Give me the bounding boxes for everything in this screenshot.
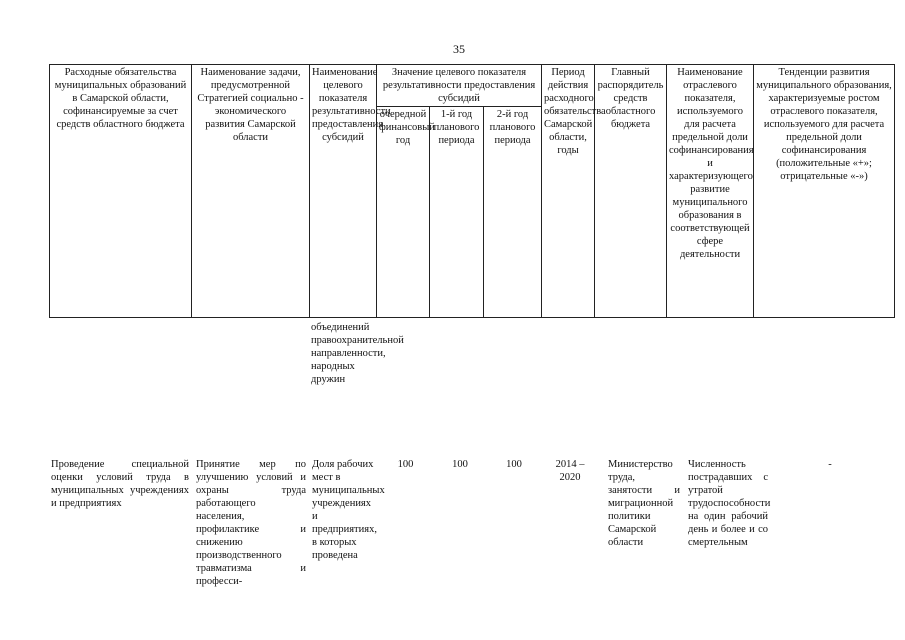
header-col-administrator: Главный распорядитель средств областного бюджета: [595, 65, 667, 318]
header-col-indicator: Наименование целевого показателя результативности предоставления субсидий: [310, 65, 377, 318]
row-period: 2014 – 2020: [555, 459, 585, 483]
header-col-sector-indicator: Наименование отраслевого показателя, используемого для расчета предельной доли софинансирования и характеризующего развитие муниципального образования в соответствующей сфере деятельности: [667, 65, 754, 318]
row-administrator: Министерство труда, занятости и миграционной политики Самарской области: [608, 459, 680, 548]
header-col-target-values: Значение целевого показателя результативности предоставления субсидий: [377, 65, 542, 107]
row-value-plan-year-1: 100: [452, 459, 468, 470]
header-col-trends: Тенденции развития муниципального образования, характеризуемые ростом отраслевого показателя, используемого для расчета предельной доли софинансирования (положительные «+»; отрицательные «-»): [754, 65, 895, 318]
row-task: Принятие мер по улучшению условий и охраны труда работающего населения, профилактике и снижению производственного травматизма и професси-: [196, 459, 306, 587]
header-col-obligations: Расходные обязательства муниципальных образований в Самарской области, софинансируемые за счет средств областного бюджета: [50, 65, 192, 318]
header-col-plan-year-2: 2-й год планового периода: [484, 107, 542, 318]
row-obligation: Проведение специальной оценки условий труда в муниципальных учреждениях и предприятиях: [51, 459, 189, 509]
header-table: [49, 64, 895, 318]
header-col-next-year: очередной финансовый год: [377, 107, 430, 318]
page-number: 35: [453, 42, 465, 56]
continuation-text: объединений правоохранительной направленности, народных дружин: [311, 322, 404, 385]
header-col-task: Наименование задачи, предусмотренной Стратегией социально - экономического развития Самарской области: [192, 65, 310, 318]
row-indicator: Доля рабочих мест в муниципальных учреждениях и предприятиях, в которых проведена: [312, 459, 385, 561]
header-col-plan-year-1: 1-й год планового периода: [430, 107, 484, 318]
row-value-plan-year-2: 100: [506, 459, 522, 470]
header-col-period: Период действия расходного обязательства Самарской области, годы: [542, 65, 595, 318]
row-trend: -: [828, 459, 832, 470]
row-value-next-year: 100: [397, 459, 414, 470]
row-sector-indicator: Численность пострадавших с утратой трудоспособности на один рабочий день и более и со смертельным: [688, 459, 771, 548]
